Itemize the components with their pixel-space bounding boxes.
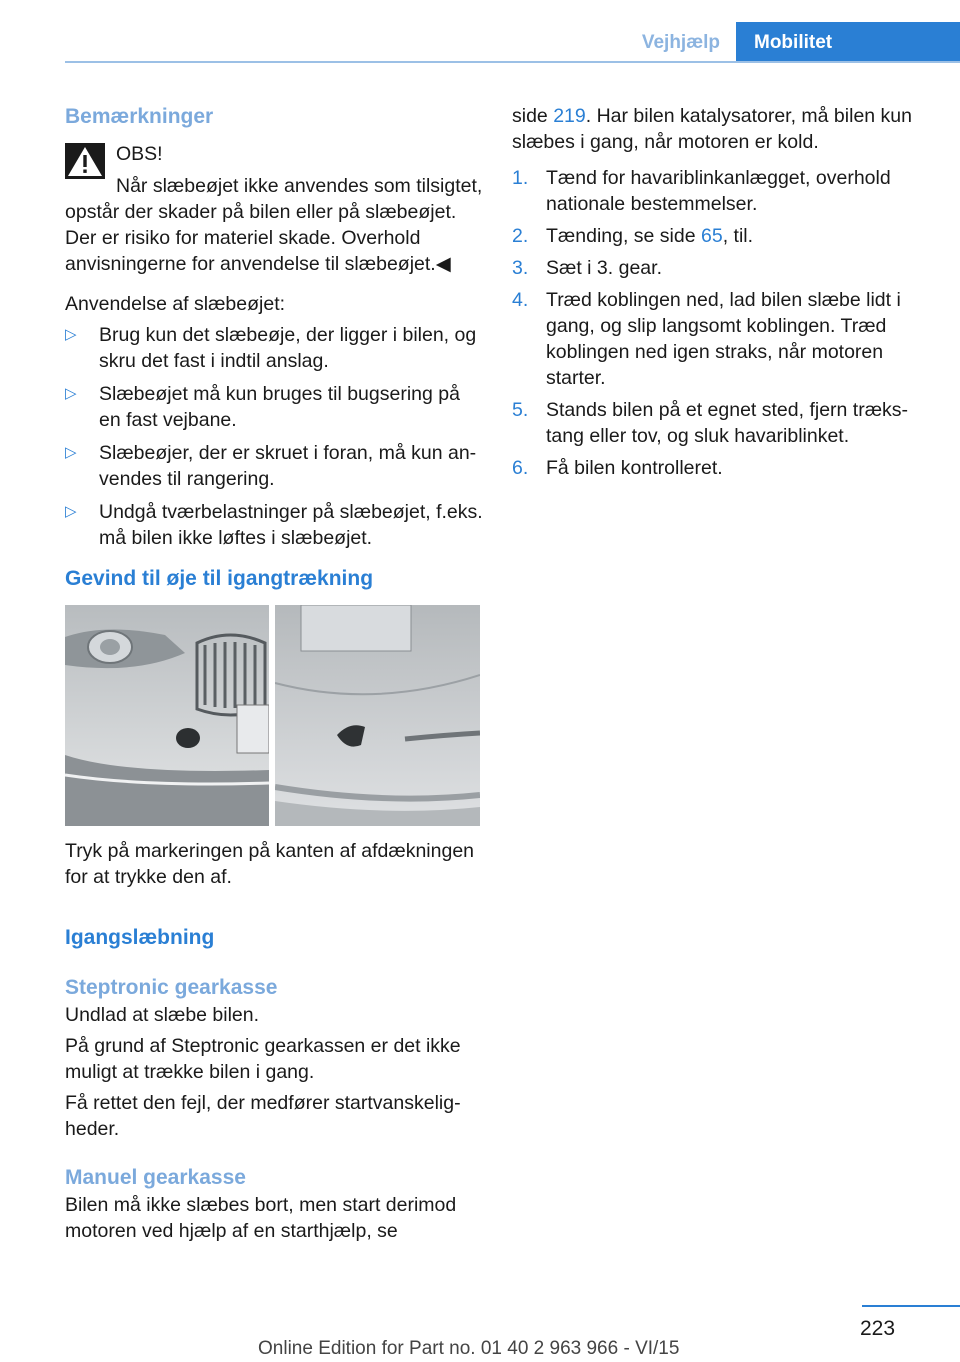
list-item: ▷ Slæbeøjet må kun bruges til bugsering på en fast vejbane. — [65, 383, 460, 431]
notes-heading: Bemærkninger — [65, 105, 214, 128]
tow-eye-cover-photo — [65, 605, 480, 826]
page-number: 223 — [860, 1317, 896, 1340]
list-item: ▷ Brug kun det slæbeøje, der ligger i bilen, og skru det fast i indtil anslag. — [65, 324, 477, 372]
usage-list — [65, 322, 483, 551]
list-item: 4. Træd koblingen ned, lad bilen slæbe lidt i gang, og slip langsomt koblingen. Træd koblingen ned igen straks, når motoren starter. — [512, 289, 901, 389]
list-item: 5. Stands bilen på et egnet sted, fjern trækstang eller tov, og sluk havariblinket. — [512, 399, 909, 447]
list-item: 3. Sæt i 3. gear. — [512, 257, 662, 279]
photo-caption: Tryk på markeringen på kanten af afdækningen for at trykke den af. — [65, 840, 475, 888]
warning-box — [65, 141, 483, 277]
chapter-tabs — [626, 22, 960, 63]
triangle-bullet-icon: ▷ — [65, 326, 77, 343]
right-intro: side 219. Har bilen katalysatorer, må bilen kun slæbes i gang, når motoren er kold. — [512, 105, 912, 153]
steptronic-p3: Få rettet den fejl, der medfører startvanskeligheder. — [65, 1092, 461, 1140]
warning-text: Når slæbeøjet ikke anvendes som tilsigtet, opstår der skader på bilen eller på slæbeøjet. Der er risiko for materiel skade. Overhold anvisningerne for anvendelse til slæbeøjet.◀ — [65, 175, 483, 275]
steptronic-p2: På grund af Steptronic gearkassen er det ikke muligt at trække bilen i gang. — [65, 1035, 461, 1083]
tab-vejhjaelp[interactable]: Vejhjælp — [641, 32, 720, 53]
thread-heading: Gevind til øje til igangtrækning — [65, 567, 374, 590]
triangle-bullet-icon: ▷ — [65, 503, 77, 520]
right-column — [512, 103, 922, 487]
triangle-bullet-icon: ▷ — [65, 444, 77, 461]
tow-start-heading: Igangslæbning — [65, 926, 215, 949]
triangle-bullet-icon: ▷ — [65, 385, 77, 402]
steps-list — [512, 165, 922, 481]
header-rule — [65, 61, 960, 63]
warning-title: OBS! — [116, 143, 163, 165]
list-item: 2. Tænding, se side 65, til. — [512, 225, 754, 247]
left-column — [65, 103, 483, 1244]
list-item: 1. Tænd for havariblinkanlægget, overhold nationale bestemmelser. — [512, 167, 891, 215]
steptronic-p1: Undlad at slæbe bilen. — [65, 1004, 260, 1026]
list-item: ▷ Slæbeøjer, der er skruet i foran, må kun anvendes til rangering. — [65, 442, 477, 490]
steptronic-heading: Steptronic gearkasse — [65, 976, 278, 999]
page-link-65[interactable]: 65 — [701, 225, 723, 247]
list-item: 6. Få bilen kontrolleret. — [512, 457, 723, 479]
manual-heading: Manuel gearkasse — [65, 1166, 246, 1189]
warning-triangle-icon — [65, 143, 105, 179]
footer-rule — [862, 1305, 960, 1307]
tab-mobilitet[interactable]: Mobilitet — [736, 22, 960, 63]
manual-p1: Bilen må ikke slæbes bort, men start derimod motoren ved hjælp af en starthjælp, se — [65, 1194, 457, 1242]
page-link-219[interactable]: 219 — [553, 105, 586, 127]
usage-intro: Anvendelse af slæbeøjet: — [65, 293, 286, 315]
list-item: ▷ Undgå tværbelastninger på slæbeøjet, f.eks. må bilen ikke løftes i slæbeøjet. — [65, 501, 483, 549]
edition-footer: Online Edition for Part no. 01 40 2 963 966 - VI/15 — [258, 1338, 680, 1359]
